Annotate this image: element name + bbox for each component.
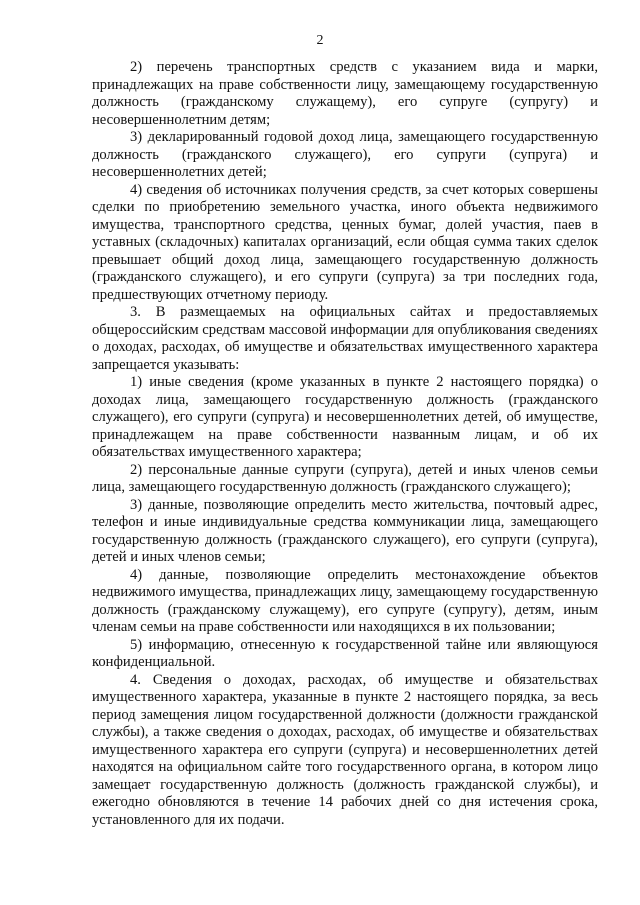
paragraph-section-4-publication: 4. Сведения о доходах, расходах, об имуществе и обязательствах имущественного характера, указанные в пункте 2 настоящего порядка, за весь период замещения лицом государственной должности (должности гражданской службы), а также сведения о доходах, расходах, об имуществе и обязательствах имущественного характера его супруги (супруга) и несовершеннолетних детей находятся на официальном сайте того государственного органа, в котором лицо замещает государственную должность (должность гражданской службы), и ежегодно обновляются в течение 14 рабочих дней со дня истечения срока, установленного для их подачи. bbox=[92, 671, 598, 828]
paragraph-prohibition-4-property-location: 4) данные, позволяющие определить местонахождение объектов недвижимого имущества, принадлежащих лицу, замещающему государственную должность (гражданскому служащему), его супруге (супругу), детям, иным членам семьи на праве собственности или находящихся в их пользовании; bbox=[92, 566, 598, 635]
paragraph-prohibition-2-personal-data: 2) персональные данные супруги (супруга), детей и иных членов семьи лица, замещающего государственную должность (гражданского служащего); bbox=[92, 461, 598, 495]
document-body bbox=[92, 59, 598, 829]
paragraph-item-3-income: 3) декларированный годовой доход лица, замещающего государственную должность (гражданского служащего), его супруги (супруга) и несовершеннолетних детей; bbox=[92, 129, 598, 180]
paragraph-prohibition-3-contact-data: 3) данные, позволяющие определить место жительства, почтовый адрес, телефон и иные индивидуальные средства коммуникации лица, замещающего государственную должность (гражданского служащего), его супруги (супруга), детей и иных членов семьи; bbox=[92, 496, 598, 565]
paragraph-prohibition-5-secret-info: 5) информацию, отнесенную к государственной тайне или являющуюся конфиденциальной. bbox=[92, 636, 598, 670]
paragraph-item-4-funding-sources: 4) сведения об источниках получения средств, за счет которых совершены сделки по приобретению земельного участка, иного объекта недвижимого имущества, транспортного средства, ценных бумаг, долей участия, паев в уставных (складочных) капиталах организаций, если общая сумма таких сделок превышает общий доход лица, замещающего государственную должность (гражданского служащего), и его супруги (супруга) за три последних года, предшествующих отчетному периоду. bbox=[92, 181, 598, 303]
paragraph-prohibition-1-other-info: 1) иные сведения (кроме указанных в пункте 2 настоящего порядка) о доходах лица, замещающего государственную должность (гражданского служащего), его супруги (супруга) и несовершеннолетних детей, об имуществе, принадлежащем на праве собственности названным лицам, и об их обязательствах имущественного характера; bbox=[92, 374, 598, 460]
paragraph-item-2-vehicles: 2) перечень транспортных средств с указанием вида и марки, принадлежащих на праве собственности лицу, замещающему государственную должность (гражданскому служащему), его супруге (супругу) и несовершеннолетним детям; bbox=[92, 59, 598, 128]
paragraph-section-3-prohibitions: 3. В размещаемых на официальных сайтах и предоставляемых общероссийским средствам массовой информации для опубликования сведениях о доходах, расходах, об имуществе и обязательствах имущественного характера запрещается указывать: bbox=[92, 304, 598, 373]
page-number: 2 bbox=[316, 33, 324, 48]
